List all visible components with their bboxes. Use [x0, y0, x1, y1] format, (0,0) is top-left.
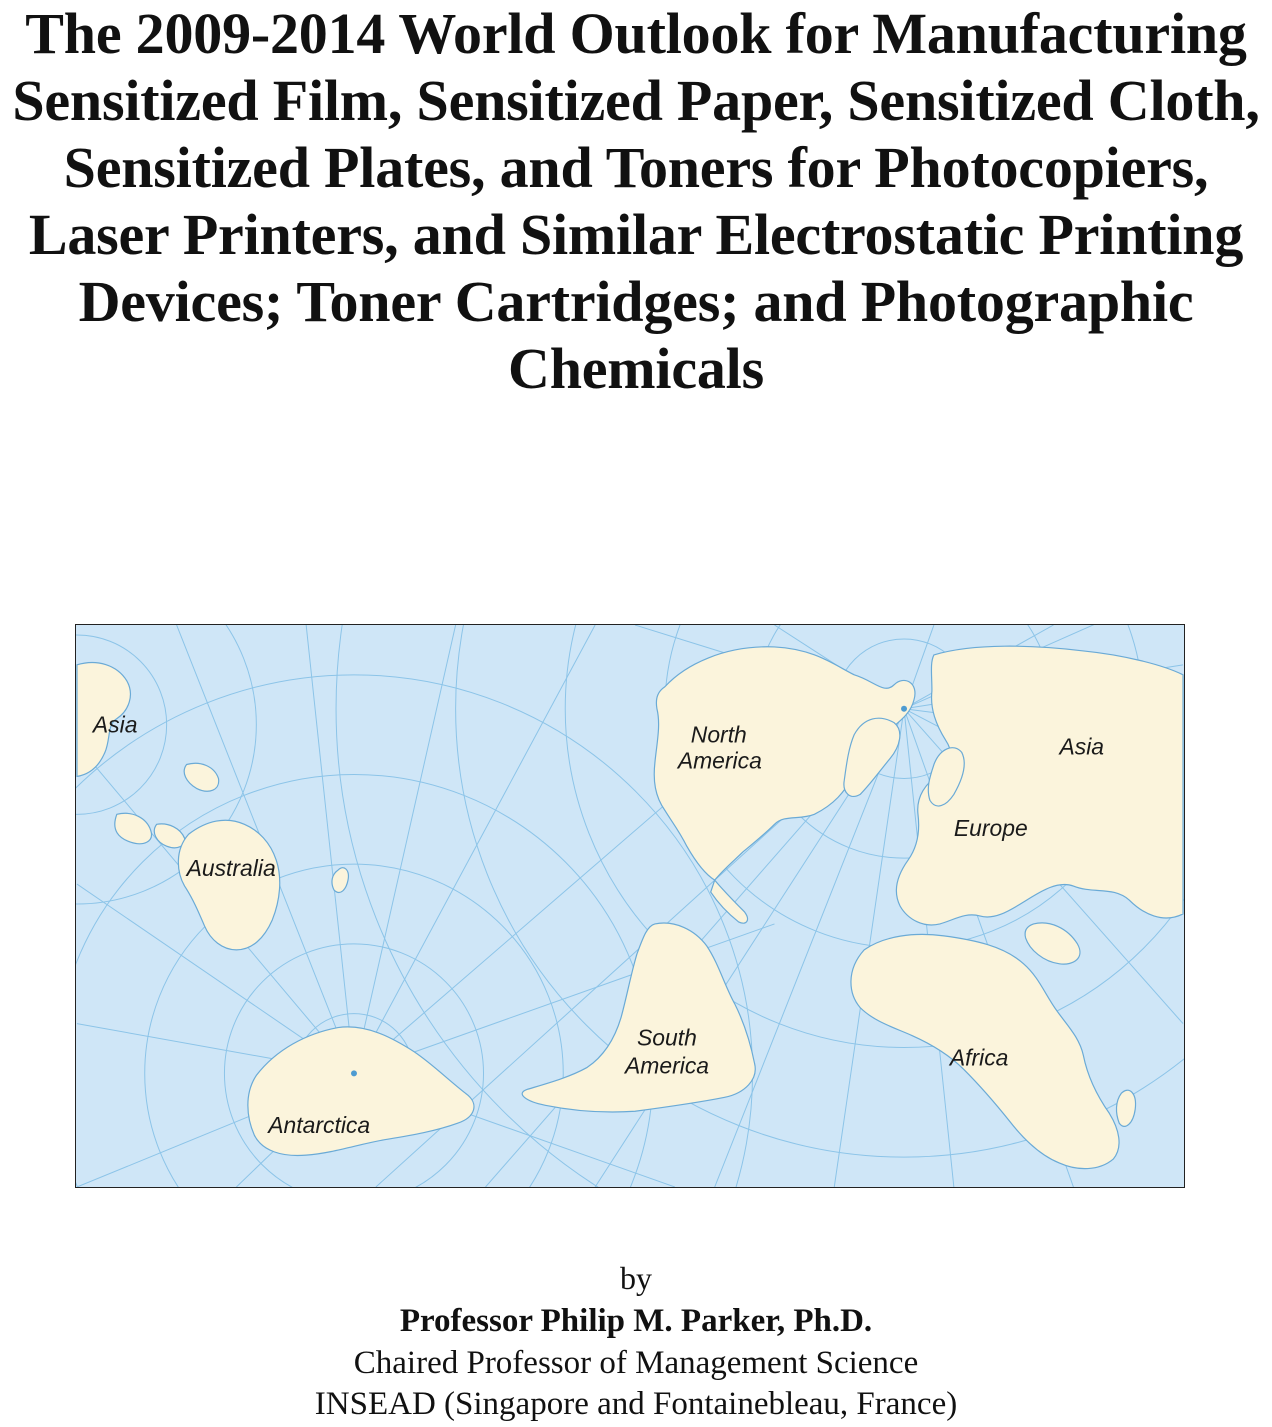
- author-name: Professor Philip M. Parker, Ph.D.: [399, 1303, 873, 1339]
- north-pole-marker: [901, 706, 907, 712]
- world-map-graphic: [76, 625, 1184, 1187]
- south-pole-marker: [351, 1070, 357, 1076]
- title-line-2: Sensitized Film, Sensitized Paper, Sensitized Cloth,: [12, 68, 1260, 133]
- title-line-3: Sensitized Plates, and Toners for Photocopiers,: [63, 135, 1209, 200]
- label-europe: Europe: [953, 815, 1028, 842]
- label-south-america-1: South: [636, 1024, 697, 1051]
- book-title: [0, 0, 1272, 402]
- label-north-america-1: North: [690, 721, 747, 748]
- label-antarctica: Antarctica: [268, 1112, 371, 1139]
- label-africa: Africa: [949, 1044, 1009, 1071]
- title-line-1: The 2009-2014 World Outlook for Manufacturing: [25, 1, 1247, 66]
- label-australia: Australia: [186, 855, 276, 882]
- author-title: Chaired Professor of Management Science: [353, 1345, 919, 1381]
- author-institution: INSEAD (Singapore and Fontainebleau, France): [314, 1386, 958, 1422]
- label-south-america-2: America: [625, 1052, 710, 1079]
- by-text: by: [620, 1260, 652, 1296]
- title-line-5: Devices; Toner Cartridges; and Photographic: [78, 269, 1194, 334]
- label-north-america-2: America: [677, 747, 762, 774]
- label-asia-right: Asia: [1059, 733, 1105, 760]
- label-asia-left: Asia: [92, 711, 138, 738]
- world-map: [75, 624, 1185, 1188]
- title-line-6: Chemicals: [508, 336, 764, 401]
- title-line-4: Laser Printers, and Similar Electrostatic Printing: [28, 202, 1244, 267]
